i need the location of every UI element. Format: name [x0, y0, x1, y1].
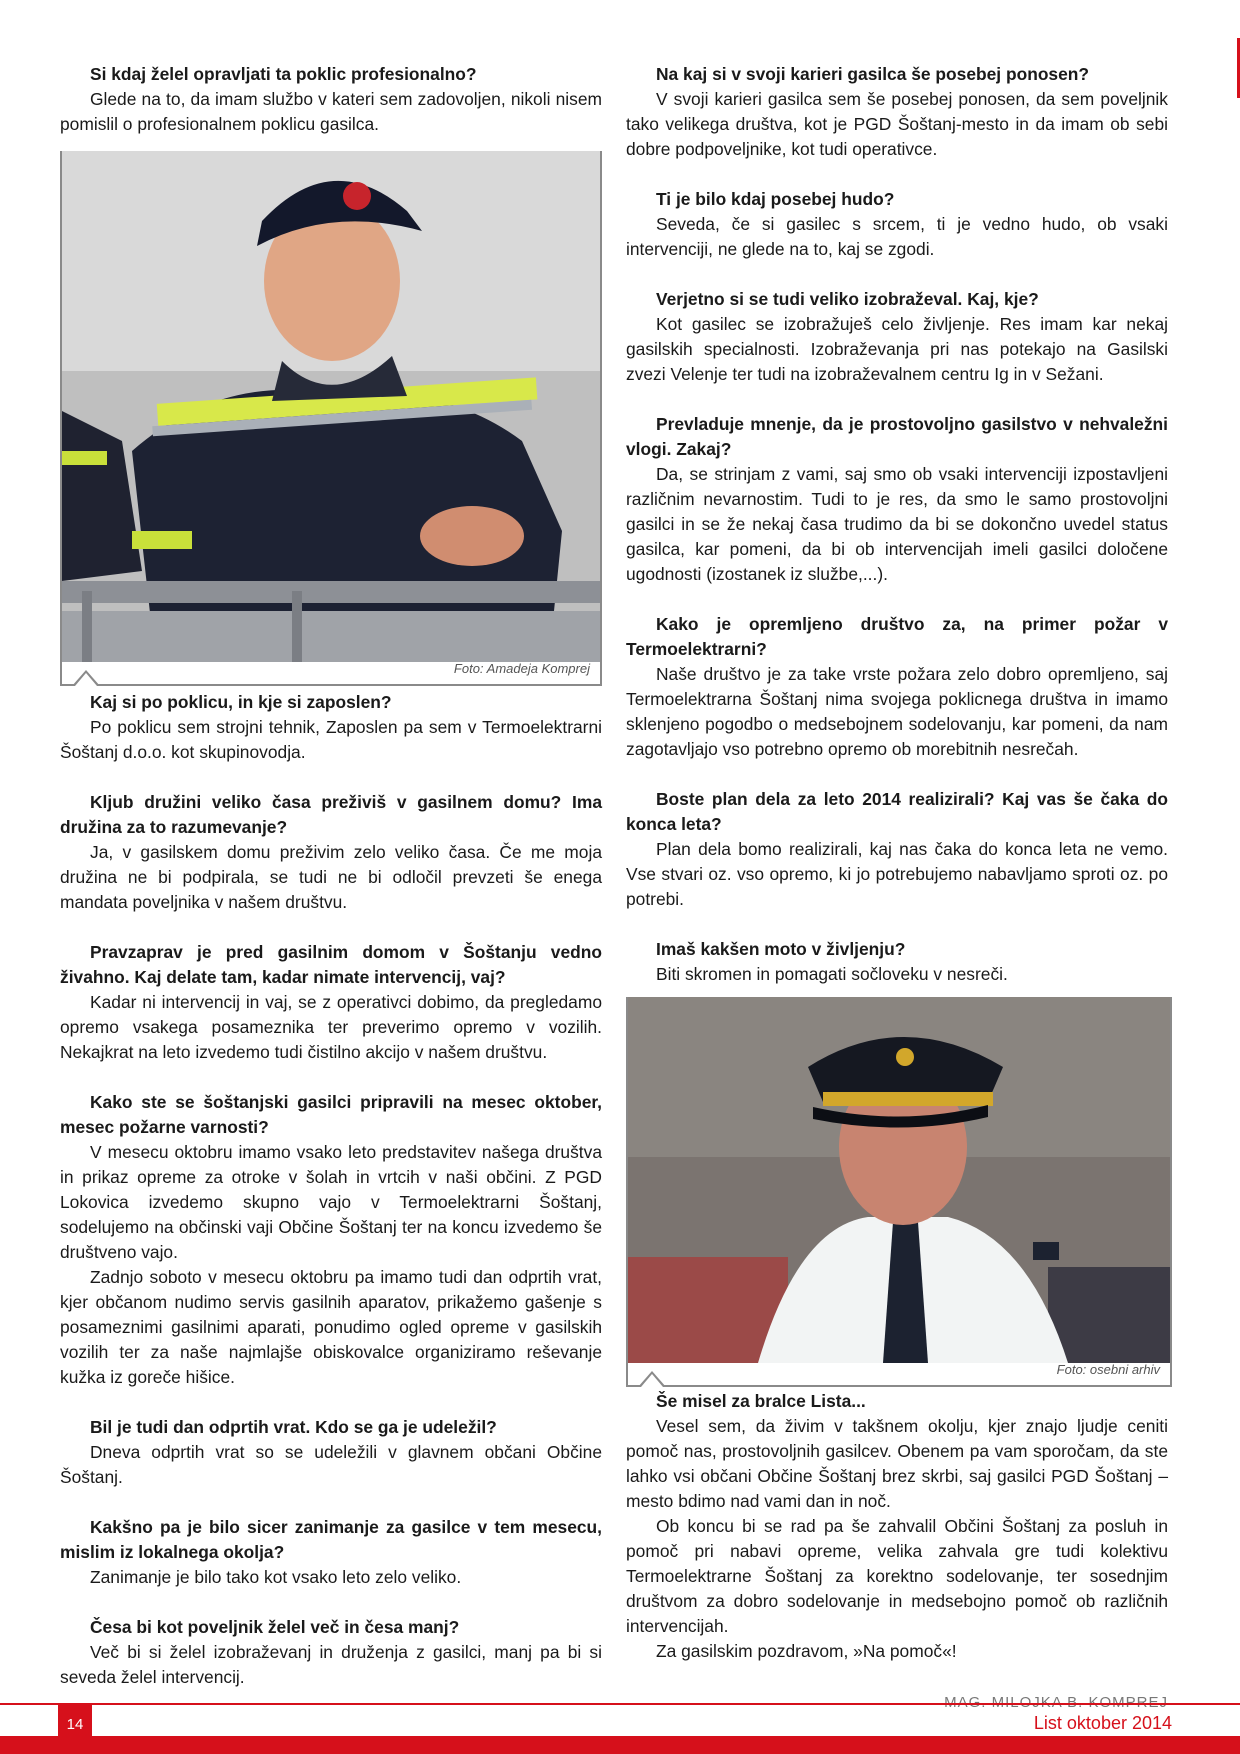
answer: Kadar ni intervencij in vaj, se z operativci dobimo, da pregledamo opremo vsakega posameznika ter preverimo opremo v vozilih. Nekajkrat na leto izvedemo tudi čistilno akcijo v našem društvu. — [60, 992, 602, 1062]
answer: Za gasilskim pozdravom, »Na pomoč«! — [656, 1641, 957, 1661]
footer-rule — [0, 1703, 1240, 1705]
photo-caption: Foto: osebni arhiv — [1056, 1362, 1160, 1377]
question: Česa bi kot poveljnik želel več in česa manj? — [90, 1617, 460, 1637]
footer-band — [0, 1736, 1240, 1754]
question: Pravzaprav je pred gasilnim domom v Šoštanju vedno živahno. Kaj delate tam, kadar nimate intervencij, vaj? — [60, 942, 602, 987]
issue-label: List oktober 2014 — [1033, 1713, 1172, 1733]
left-column — [60, 62, 602, 1690]
commander-photo — [626, 997, 1172, 1387]
answer: Zanimanje je bilo tako kot vsako leto zelo veliko. — [90, 1567, 462, 1587]
answer: Zadnjo soboto v mesecu oktobru pa imamo tudi dan odprtih vrat, kjer občanom nudimo servis gasilnih aparatov, prikažemo gašenje s posameznimi gasilnimi aparati, ponudimo ogled opreme v gasilskih vozilih ter za naše najmlajše obiskovalce organiziramo reševanje kužka iz goreče hišice. — [60, 1267, 602, 1387]
answer: Biti skromen in pomagati sočloveku v nesreči. — [656, 964, 1008, 984]
question: Kaj si po poklicu, in kje si zaposlen? — [90, 692, 392, 712]
answer: Dneva odprtih vrat so se udeležili v glavnem občani Občine Šoštanj. — [60, 1442, 602, 1487]
answer: Naše društvo je za take vrste požara zelo dobro opremljeno, saj Termoelektrarna Šoštanj nima svojega poklicnega društva in imamo sklenjeno pogodbo o medsebojnem sodelovanju, kar pomeni, da nam zagotavljajo vso potrebno opremo ob morebitnih nesrečah. — [626, 664, 1168, 759]
answer: V mesecu oktobru imamo vsako leto predstavitev našega društva in prikaz opreme za otroke v šolah in vrtcih v naši občini. Z PGD Lokovica izvedemo skupno vajo v Termoelektrarni Šoštanj, sodelujemo na občinski vaji Občine Šoštanj ter na koncu izvedemo še društveno vajo. — [60, 1142, 602, 1262]
answer: Da, se strinjam z vami, saj smo ob vsaki intervenciji izpostavljeni različnim nevarnostim. Tudi to je res, da smo le samo prostovoljni gasilci in se že nekaj časa trudimo da bi se dokončno uvedel status gasilca, kar pomeni, da bi ob intervencijah imeli gasilci določene ugodnosti (izostanek iz službe,...). — [626, 464, 1168, 584]
notch-icon — [72, 670, 100, 686]
question: Ti je bilo kdaj posebej hudo? — [656, 189, 895, 209]
answer: Več bi si želel izobraževanj in druženja z gasilci, manj pa bi si seveda želel intervencij. — [60, 1642, 602, 1687]
answer: Seveda, če si gasilec s srcem, ti je vedno hudo, ob vsaki intervenciji, ne glede na to, kaj se zgodi. — [626, 214, 1168, 259]
question: Prevladuje mnenje, da je prostovoljno gasilstvo v nehvaležni vlogi. Zakaj? — [626, 414, 1168, 459]
photo-caption: Foto: Amadeja Komprej — [453, 661, 590, 676]
commander-image — [628, 997, 1170, 1363]
question: Bil je tudi dan odprtih vrat. Kdo se ga je udeležil? — [90, 1417, 497, 1437]
right-column — [626, 62, 1168, 1715]
answer: Ja, v gasilskem domu preživim zelo veliko časa. Če me moja družina ne bi podpirala, se tudi ne bi odločil prevzeti še enega mandata poveljnika v našem društvu. — [60, 842, 602, 912]
answer: Glede na to, da imam službo v kateri sem zadovoljen, nikoli nisem pomislil o profesionalnem poklicu gasilca. — [60, 89, 602, 134]
question: Na kaj si v svoji karieri gasilca še posebej ponosen? — [656, 64, 1090, 84]
question: Boste plan dela za leto 2014 realizirali? Kaj vas še čaka do konca leta? — [626, 789, 1168, 834]
answer: V svoji karieri gasilca sem še posebej ponosen, da sem poveljnik tako velikega društva, kot je PGD Šoštanj-mesto in da imam ob sebi dobre podpoveljnike, kot tudi operativce. — [626, 89, 1168, 159]
question: Imaš kakšen moto v življenju? — [656, 939, 906, 959]
question: Še misel za bralce Lista... — [656, 1391, 866, 1411]
firefighter-image — [62, 151, 600, 662]
answer: Ob koncu bi se rad pa še zahvalil Občini Šoštanj za posluh in pomoč pri nabavi opreme, velika zahvala gre tudi kolektivu Termoelektrarne Šoštanj za korektno sodelovanje, ter sosednjim društvom za dobro sodelovanje in medsebojno pomoč ob različnih intervencijah. — [626, 1516, 1168, 1636]
answer: Plan dela bomo realizirali, kaj nas čaka do konca leta ne vemo. Vse stvari oz. vso opremo, ki jo potrebujemo nabavljamo sproti oz. po potrebi. — [626, 839, 1168, 909]
question: Kljub družini veliko časa preživiš v gasilnem domu? Ima družina za to razumevanje? — [60, 792, 602, 837]
answer: Kot gasilec se izobražuješ celo življenje. Res imam kar nekaj gasilskih specialnosti. Izobraževanja pri nas potekajo na Gasilski zvezi Velenje ter tudi na izobraževalnem centru Ig in v Sežani. — [626, 314, 1168, 384]
answer: Vesel sem, da živim v takšnem okolju, kjer znajo ljudje ceniti pomoč nas, prostovoljnih gasilcev. Obenem pa vam sporočam, da ste lahko vsi občani Občine Šoštanj brez skrbi, saj gasilci PGD Šoštanj – mesto bdimo nad vami dan in noč. — [626, 1416, 1168, 1511]
question: Verjetno si se tudi veliko izobraževal. Kaj, kje? — [656, 289, 1039, 309]
question: Kakšno pa je bilo sicer zanimanje za gasilce v tem mesecu, mislim iz lokalnega okolja? — [60, 1517, 602, 1562]
question: Kako ste se šoštanjski gasilci pripravili na mesec oktober, mesec požarne varnosti? — [60, 1092, 602, 1137]
question: Kako je opremljeno društvo za, na primer požar v Termoelektrarni? — [626, 614, 1168, 659]
notch-icon — [638, 1371, 666, 1387]
question: Si kdaj želel opravljati ta poklic profesionalno? — [90, 64, 477, 84]
answer: Po poklicu sem strojni tehnik, Zaposlen pa sem v Termoelektrarni Šoštanj d.o.o. kot skupinovodja. — [60, 717, 602, 762]
page-number: 14 — [58, 1703, 92, 1740]
firefighter-photo — [60, 151, 602, 686]
